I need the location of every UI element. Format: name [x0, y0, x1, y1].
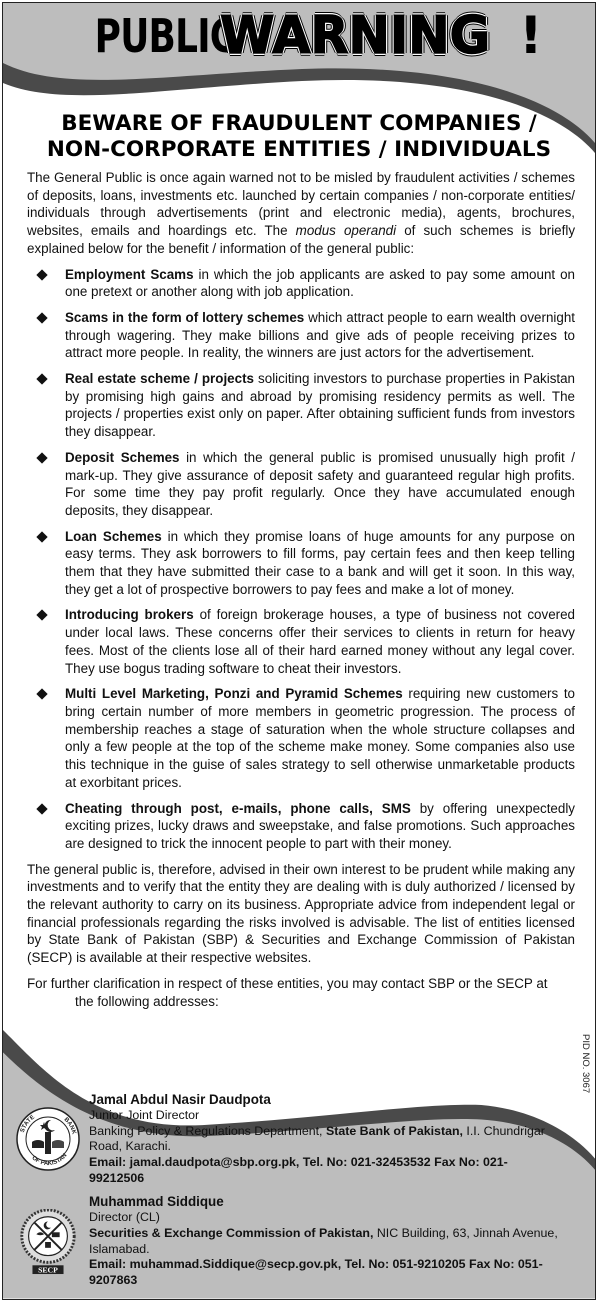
- contact-organization: Securities & Exchange Commission of Pakistan,: [89, 1225, 374, 1240]
- contact-email-line: Email: muhammad.Siddique@secp.gov.pk, Tel. No: 051-9210205 Fax No: 051-9207863: [89, 1257, 543, 1287]
- diamond-bullet-icon: [36, 531, 47, 542]
- intro-text-end: of such schemes is briefly explained below for the benefit / information of the general public:: [27, 223, 576, 256]
- scheme-title: Loan Schemes: [65, 528, 162, 544]
- advice-paragraph: The general public is, therefore, advised in their own interest to be prudent while making any investments and to verify that the entity they are dealing with is duly authorized / licensed by the relevant authority to carry on its business. Appropriate advice from independent legal or financial professionals regarding the risks involved is advisable. The list of entities licensed by State Bank of Pakistan (SBP) & Securities and Exchange Commission of Pakistan (SECP) is available at their respective websites.: [27, 861, 575, 966]
- intro-paragraph: [27, 169, 575, 258]
- scheme-text: of foreign brokerage houses, a type of business not covered under local laws. These concerns offer their services to clients in return for heavy fees. Most of the clients lose all of their hard earned money without any legal cover. They use bogus trading software to cheat their investors.: [65, 607, 576, 676]
- schemes-list: [27, 266, 575, 853]
- notice-frame: [2, 2, 596, 1300]
- scheme-item: [27, 449, 575, 520]
- contact-designation: Director (CL): [89, 1210, 160, 1225]
- scheme-text: by offering unexpectedly exciting prizes, lucky draws and sweepstake, and false promotions. Such approaches are designed to trick the innocent people to part with their money.: [65, 800, 575, 851]
- subheading-line-2: NON-CORPORATE ENTITIES / INDIVIDUALS: [46, 137, 552, 162]
- scheme-text: in which the general public is promised unusually high profit / mark-up. They give assurance of deposit safety and guaranteed regular high profits. For some time they pay profit regularly. Once they have accumulated enough deposits, they disappear.: [65, 449, 575, 518]
- contact-name: Jamal Abdul Nasir Daudpota: [89, 1092, 271, 1108]
- sbp-contact-row: [3, 1088, 595, 1190]
- subheading-line-1: BEWARE OF FRAUDULENT COMPANIES /: [61, 111, 537, 136]
- clarification-line-1: For further clarification in respect of these entities, you may contact SBP or the SECP at: [27, 975, 548, 991]
- contact-email-line: Email: jamal.daudpota@sbp.org.pk, Tel. No: 021-32453532 Fax No: 021-99212506: [89, 1155, 508, 1185]
- scheme-item: [27, 528, 575, 599]
- footer: [3, 1030, 595, 1298]
- scheme-text: in which they promise loans of huge amounts for any purpose on easy terms. They ask borrowers to fill forms, pay certain fees and then keep telling them that they have submitted their case to a bank and will get it soon. In this way, they get a lot of prospective borrowers to pay fees and make a lot of money.: [65, 528, 575, 597]
- contact-organization: State Bank of Pakistan,: [325, 1123, 463, 1138]
- title-exclamation: !: [518, 6, 543, 66]
- secp-contact: [89, 1194, 561, 1288]
- clarification-line-2: the following addresses:: [75, 993, 219, 1009]
- diamond-bullet-icon: [36, 373, 47, 384]
- scheme-item: [27, 685, 575, 791]
- scheme-item: [27, 266, 575, 301]
- notice-body: [3, 111, 595, 1030]
- scheme-title: Introducing brokers: [65, 607, 194, 623]
- subheading: [3, 111, 595, 163]
- diamond-bullet-icon: [36, 269, 47, 280]
- pid-number: PID NO. 3067: [580, 1034, 591, 1094]
- header: [3, 3, 595, 111]
- title-public: PUBLIC: [95, 9, 236, 63]
- secp-logo-icon: [15, 1209, 81, 1275]
- scheme-text: in which the job applicants are asked to pay some amount on one pretext or another along with job application.: [65, 266, 575, 300]
- contact-address: [89, 1124, 561, 1155]
- scheme-text: requiring new customers to bring certain number of more members in geometric progression. The process of membership reaches a stage of saturation when the whole structure collapses and only a few people at the top of the scheme make money. Some companies also use this technique in the guise of sales strategy to sell otherwise unmarketable products at exorbitant prices.: [65, 686, 575, 790]
- scheme-title: Scams in the form of lottery schemes: [65, 309, 305, 325]
- contact-street: I.I. Chundrigar Road, Karachi.: [89, 1123, 545, 1154]
- scheme-title: Employment Scams: [65, 266, 194, 282]
- page-title: [3, 3, 595, 65]
- scheme-title: Cheating through post, e-mails, phone calls, SMS: [65, 800, 411, 816]
- contact-address: [89, 1226, 561, 1257]
- sbp-logo-icon: [15, 1106, 81, 1172]
- secp-logo-text: SECP: [38, 1265, 58, 1275]
- intro-text-start: The General Public is once again warned not to be misled by fraudulent activities / schemes of deposits, loans, investments etc. launched by certain companies / non-corporate entities/ individuals through advertisements (print and electronic media), agents, brochures, websites, emails and hoardings etc. The: [27, 170, 575, 239]
- scheme-item: [27, 800, 575, 853]
- title-warning: WARNING: [220, 6, 491, 66]
- scheme-text: which attract people to earn wealth overnight through wagering. They make billions and give ads of people receiving prizes to attract more people. In reality, the winners are just actors for the advertisement.: [65, 309, 575, 361]
- sbp-logo-text-bottom: OF PAKISTAN: [30, 1153, 69, 1168]
- contact-street: NIC Building, 63, Jinnah Avenue, Islamabad.: [89, 1225, 558, 1256]
- contact-name: Muhammad Siddique: [89, 1194, 224, 1210]
- scheme-item: [27, 370, 575, 441]
- diamond-bullet-icon: [36, 452, 47, 463]
- sbp-contact: [89, 1092, 561, 1186]
- sbp-logo-text-right: BANK: [62, 1117, 77, 1136]
- contact-department: Banking Policy & Regulations Department,: [89, 1123, 326, 1138]
- diamond-bullet-icon: [36, 803, 47, 814]
- scheme-text: soliciting investors to purchase properties in Pakistan by promising high gains and abroad by promising residency permits as well. The projects / properties exist only on paper. After obtaining sufficient funds from investors they disappear.: [65, 371, 576, 440]
- scheme-item: [27, 309, 575, 362]
- clarification-paragraph: [27, 975, 575, 1030]
- diamond-bullet-icon: [36, 689, 47, 700]
- secp-contact-row: [3, 1190, 595, 1292]
- sbp-logo-text-top: STATE: [19, 1114, 36, 1134]
- scheme-title: Deposit Schemes: [65, 449, 180, 465]
- scheme-title: Multi Level Marketing, Ponzi and Pyramid Schemes: [65, 686, 403, 702]
- diamond-bullet-icon: [36, 312, 47, 323]
- scheme-item: [27, 606, 575, 677]
- contact-designation: Junior Joint Director: [89, 1107, 200, 1122]
- scheme-title: Real estate scheme / projects: [65, 371, 254, 387]
- intro-italic: modus operandi: [295, 223, 397, 239]
- diamond-bullet-icon: [36, 610, 47, 621]
